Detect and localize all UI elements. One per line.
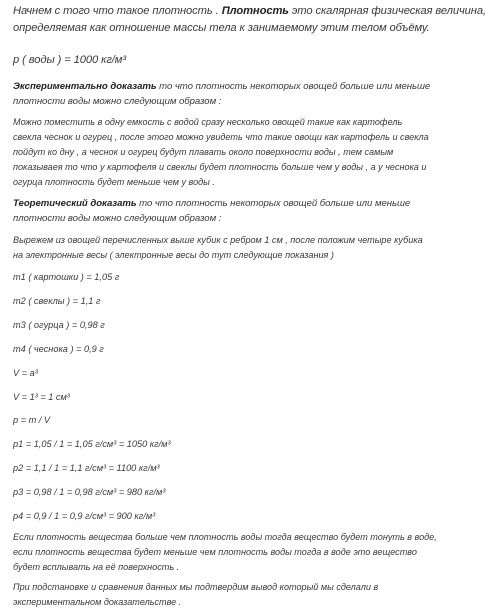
theoretical-heading-line-2: плотности воды можно следующим образом : xyxy=(13,213,222,224)
formula-line: p3 = 0,98 / 1 = 0,98 г/см³ = 980 кг/м³ xyxy=(13,487,166,497)
formula-line: V = 1³ = 1 см³ xyxy=(13,392,70,402)
formula-line: p4 = 0,9 / 1 = 0,9 г/см³ = 900 кг/м³ xyxy=(13,511,156,521)
theoretical-body-line: Вырежем из овощей перечисленных выше кубик с ребром 1 см , после положим четыре кубика xyxy=(13,235,423,245)
intro-line-2: определяемая как отношение массы тела к занимаемому этим телом объёму. xyxy=(13,22,430,34)
conclusion-line: будет всплывать на её поверхность . xyxy=(13,562,180,572)
intro-lead: Начнем с того что такое плотность . xyxy=(13,5,222,17)
experimental-body-line: Можно поместить в одну емкость с водой сразу несколько овощей такие как картофель xyxy=(13,117,403,127)
water-density-formula: p ( воды ) = 1000 кг/м³ xyxy=(13,54,126,66)
conclusion-line: Если плотность вещества больше чем плотность воды тогда вещество будет тонуть в воде, xyxy=(13,532,437,542)
theoretical-heading-rest: то что плотность некоторых овощей больше или меньше xyxy=(136,198,411,209)
intro-line-1 xyxy=(13,6,486,17)
formula-line: m4 ( чеснока ) = 0,9 г xyxy=(13,344,104,354)
experimental-body-line: огурца плотность будет меньше чем у воды . xyxy=(13,177,215,187)
formula-line: V = a³ xyxy=(13,368,38,378)
formula-line: p2 = 1,1 / 1 = 1,1 г/см³ = 1100 кг/м³ xyxy=(13,463,160,473)
experimental-heading-line-2: плотности воды можно следующим образом : xyxy=(13,96,222,107)
theoretical-body-line: на электронные весы ( электронные весы до тут следующие показания ) xyxy=(13,250,334,260)
formula-line: p1 = 1,05 / 1 = 1,05 г/см³ = 1050 кг/м³ xyxy=(13,439,171,449)
experimental-body-line: пойдут ко дну , а чеснок и огурец будут плавать около поверхности воды , тем самым xyxy=(13,147,394,157)
formula-line: m3 ( огурца ) = 0,98 г xyxy=(13,320,105,330)
experimental-heading-bold: Экспериментально доказать xyxy=(13,81,157,92)
intro-rest: это скалярная физическая величина, xyxy=(288,5,486,17)
conclusion-line: если плотность вещества будет меньше чем плотность воды тогда в воде это вещество xyxy=(13,547,417,557)
formula-line: m1 ( картошки ) = 1,05 г xyxy=(13,272,120,282)
experimental-body-line: свекла чеснок и огурец , после этого можно увидеть что такие овощи как картофель и свекла xyxy=(13,132,429,142)
formula-line: m2 ( свеклы ) = 1,1 г xyxy=(13,296,101,306)
density-term: Плотность xyxy=(221,5,289,17)
final-line: экспериментальном доказательстве . xyxy=(13,597,182,607)
final-line: При подстановке и сравнения данных мы подтвердим вывод который мы сделали в xyxy=(13,582,379,592)
experimental-body-line: показываея то что у картофеля и свеклы будет плотность больше чем у воды , а у чеснока и xyxy=(13,162,427,172)
formula-line: p = m / V xyxy=(13,415,51,425)
theoretical-heading-bold: Теоретический доказать xyxy=(13,198,137,209)
experimental-heading-rest: то что плотность некоторых овощей больше или меньше xyxy=(156,81,431,92)
theoretical-heading xyxy=(13,199,410,209)
experimental-heading xyxy=(13,82,430,92)
